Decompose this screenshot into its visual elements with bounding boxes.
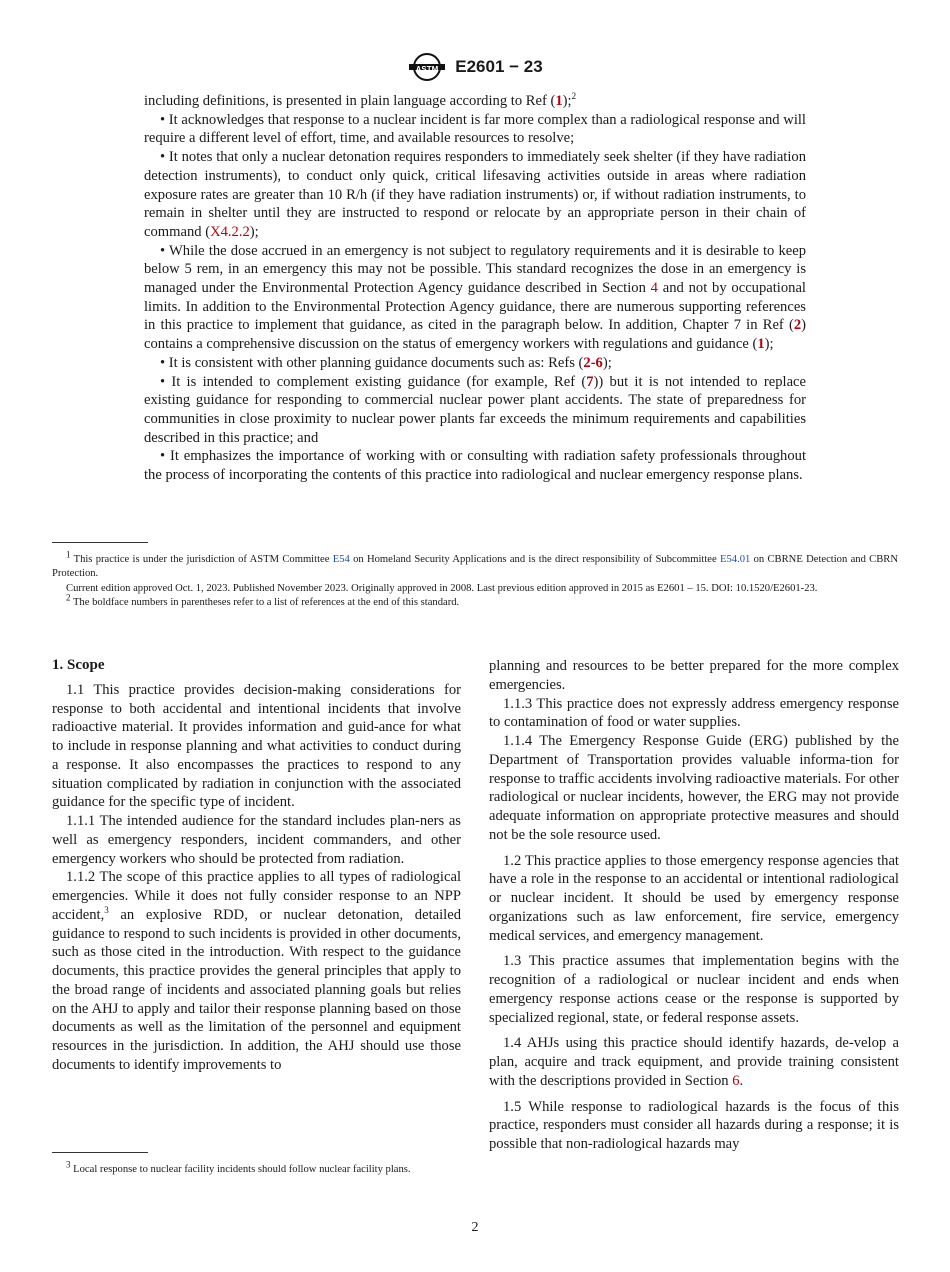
ref-link[interactable]: 7 (586, 373, 594, 390)
footnote-3: $^3$ Local response to nuclear facility incidents should follow nuclear facility plans. (66, 1159, 411, 1175)
bullet-item: • It is consistent with other planning guidance documents such as: Refs (2-6); (160, 354, 612, 371)
intro-text (144, 92, 806, 485)
paragraph-1-1: 1.1 This practice provides decision-making considerations for response to both accidental and intentional incidents that involve radioactive material. It provides information and guid-ance for what to include in response planning and what activities to conduct during a response. It also encompasses the practices to respond to any situation complicated by radiation in conjunction with the associated guidance for the specific type of incident. (52, 681, 461, 811)
paragraph-1-2: 1.2 This practice applies to those emergency response agencies that have a role in the response to an accidental or intentional radiological or nuclear incident. It should be used by emergency response organizations such as law enforcement, fire service, emergency medical services, and emergency management. (489, 852, 899, 944)
paragraph-1-1-4: 1.1.4 The Emergency Response Guide (ERG) published by the Department of Transportation provides valuable informa-tion for response to traffic accidents involving radioactive materials. For other radiological or nuclear incidents, however, the ERG may not provide adequate information on appropriate protective measures and should not be the sole resource used. (489, 733, 899, 843)
section-link[interactable]: X4.2.2 (210, 223, 250, 240)
bullet-item: • It emphasizes the importance of working with or consulting with radiation safety professionals throughout the process of incorporating the contents of this practice into radiological and nuclear emergency response plans. (144, 448, 806, 484)
ref-link[interactable]: 1 (757, 336, 765, 353)
ref-link[interactable]: 2-6 (583, 354, 603, 371)
intro-lead: including definitions, is presented in plain language according to Ref (1);$^2$ (144, 91, 577, 109)
section-link[interactable]: 6 (732, 1072, 740, 1089)
svg-text:ASTM: ASTM (415, 65, 439, 74)
paragraph-1-5: 1.5 While response to radiological hazards is the focus of this practice, responders must consider all hazards during a response; it is possible that non-radiological hazards may (489, 1098, 899, 1152)
footnotes (52, 549, 899, 611)
footnote-divider (52, 1152, 148, 1153)
footnote-marker[interactable]: 2 (571, 91, 577, 102)
paragraph-1-1-3: 1.1.3 This practice does not expressly address emergency response to contamination of food or water supplies. (489, 695, 899, 731)
bullet-item: • It acknowledges that response to a nuclear incident is far more complex than a radiological response and will require a different level of effort, time, and available resources to resolve; (144, 111, 806, 147)
footnote-2: $^2$ The boldface numbers in parentheses refer to a list of references at the end of this standard. (66, 592, 460, 609)
page-header (0, 52, 950, 82)
committee-link[interactable]: E54 (332, 554, 350, 565)
bullet-item: • It is intended to complement existing guidance (for example, Ref (7)) but it is not intended to replace existing guidance for responding to commercial nuclear power plant accidents. The state of preparedness for communities in close proximity to nuclear power plants far exceeds the minimum requirements and capabilities described in this practice; and (144, 373, 806, 446)
footnote-1: $^1$ This practice is under the jurisdiction of ASTM Committee E54 on Homeland Security Applications and is the direct responsibility of Subcommittee E54.01 on CBRNE Detection and CBRN Protection. (52, 549, 899, 580)
bullet-item: • It notes that only a nuclear detonation requires responders to immediately seek shelter (if they have radiation detection instruments), to conduct only quick, critical lifesaving activities outside in areas where radiation exposure rates are greater than 10 R/h (if they have radiation instruments) or, if without radiation instruments, to remain in shelter until they are instructed to respond or relocate by an appropriate person in their chain of command (X4.2.2); (144, 149, 806, 240)
left-column (52, 656, 461, 1075)
section-link[interactable]: 4 (650, 280, 658, 297)
ref-link[interactable]: 1 (555, 93, 563, 109)
paragraph-1-3: 1.3 This practice assumes that implementation begins with the recognition of a radiological or nuclear incident and ends when emergency response actions cease or the response is supported by specialized regional, state, or federal response assets. (489, 953, 899, 1026)
footnote-divider (52, 542, 148, 543)
astm-logo (407, 52, 447, 82)
page-number: 2 (471, 1220, 479, 1235)
section-title: 1. Scope (52, 657, 105, 673)
paragraph-1-4: 1.4 AHJs using this practice should identify hazards, de-velop a plan, acquire and track equipment, and provide training consistent with the descriptions provided in Section 6. (489, 1035, 899, 1089)
paragraph-1-1-1: 1.1.1 The intended audience for the standard includes plan-ners as well as emergency responders, incident commanders, and other emergency workers who should be protected from radiation. (52, 813, 461, 867)
edition-note: Current edition approved Oct. 1, 2023. Published November 2023. Originally approved in 2008. Last previous edition approved in 2015 as E2601 – 15. DOI: 10.1520/E2601-23. (66, 582, 818, 594)
bullet-item: • While the dose accrued in an emergency is not subject to regulatory requirements and it is desirable to keep below 5 rem, in an emergency this may not be possible. This standard recognizes the dose in an emergency is managed under the Environmental Protection Agency guidance described in Section 4 and not by occupational limits. In addition to the Environmental Protection Agency guidance, there are numerous supporting references in this practice to implement that guidance, as cited in the paragraph below. In addition, Chapter 7 in Ref (2) contains a comprehensive discussion on the status of emergency workers with regulations and guidance (1); (144, 242, 806, 353)
right-column (489, 657, 899, 1154)
paragraph-1-1-2: 1.1.2 The scope of this practice applies to all types of radiological emergencies. While it does not fully consider response to an NPP accident,$^3$ an explosive RDD, or nuclear detonation, detailed guidance to respond to such incidents is provided in other documents, such as those cited in the introduction. With respect to the guidance documents, this practice provides the general principles that apply to the broad range of incidents and associated planning goals but relies on the AHJ to apply and tailor their response planning based on those documents as well as the limitation of the personnel and equipment resources in the jurisdiction. In addition, the AHJ should use those documents to identify improvements to (52, 869, 461, 1073)
paragraph-continuation: planning and resources to be better prepared for the more complex emergencies. (489, 658, 899, 693)
standard-designation: E2601 − 23 (455, 57, 543, 76)
ref-link[interactable]: 2 (793, 317, 802, 334)
subcommittee-link[interactable]: E54.01 (720, 554, 751, 565)
footnote-marker[interactable]: 3 (104, 904, 109, 915)
